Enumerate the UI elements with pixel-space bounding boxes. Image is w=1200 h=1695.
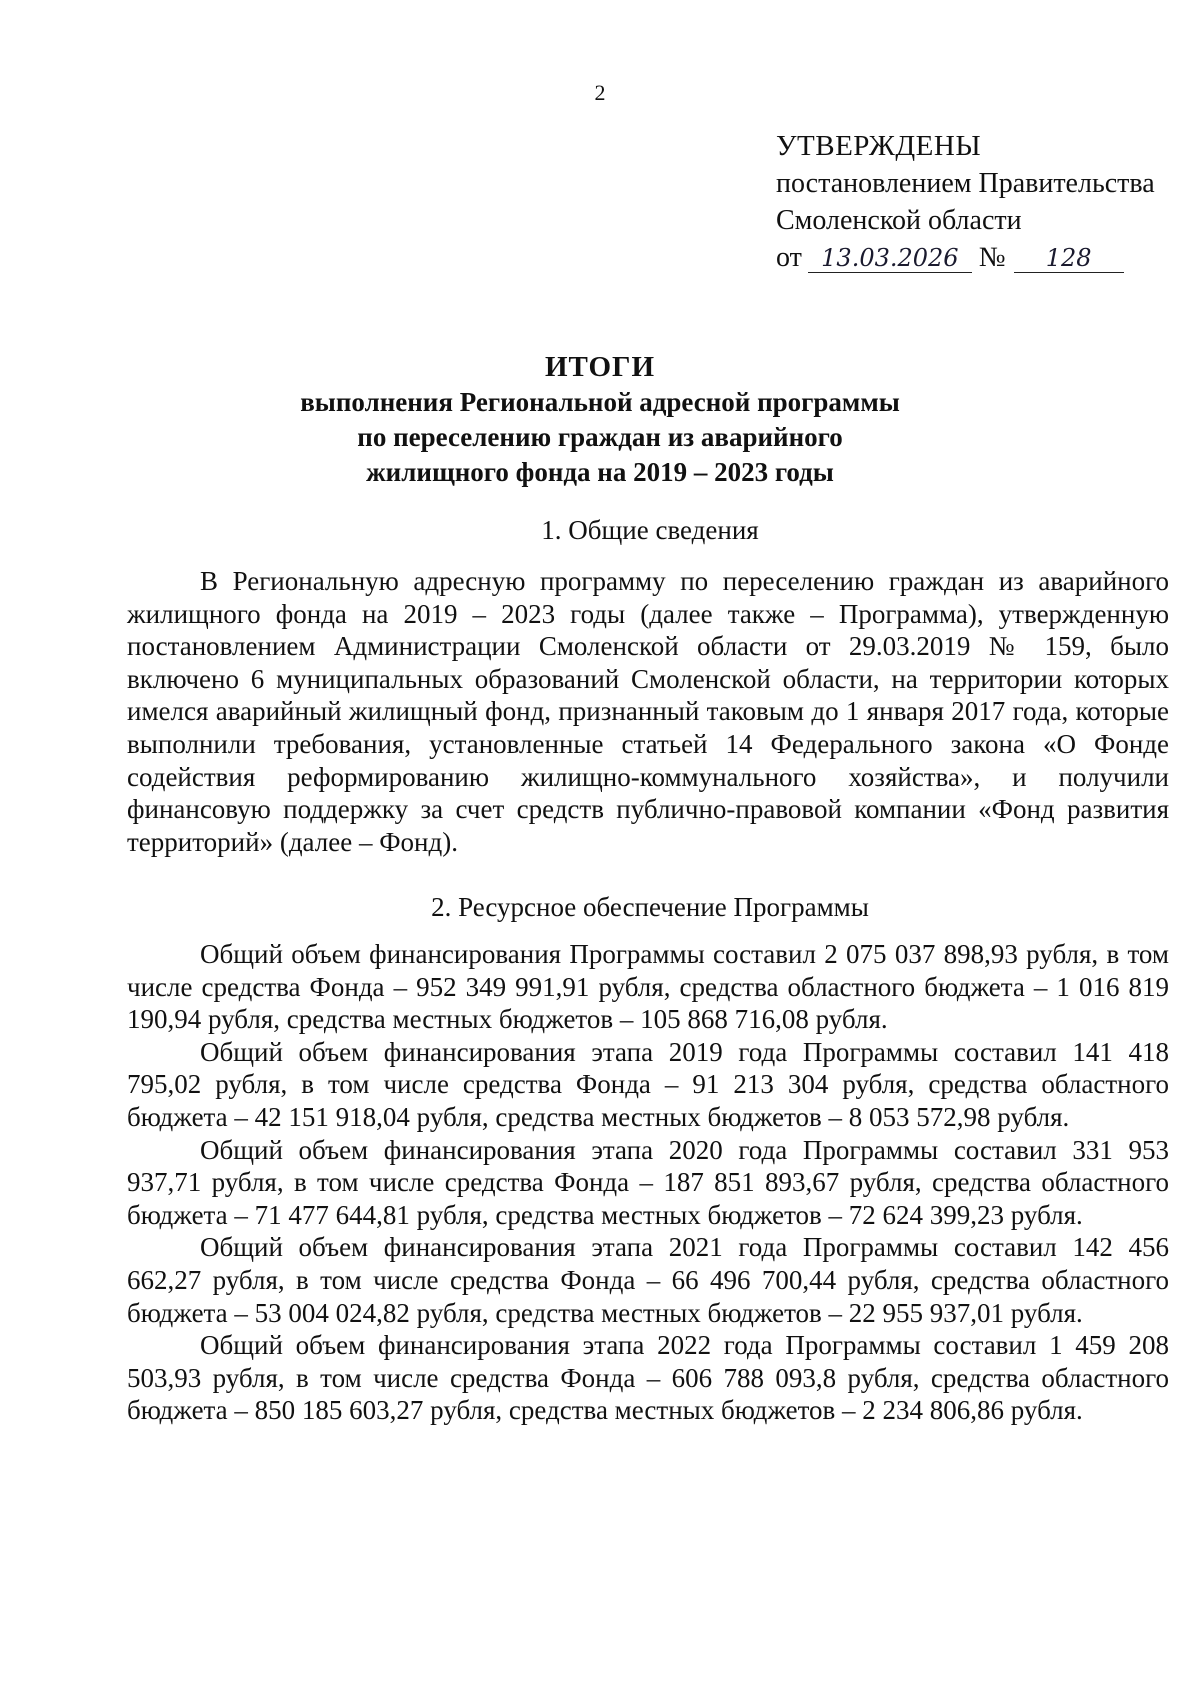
section-2-heading: 2. Ресурсное обеспечение Программы xyxy=(431,892,869,922)
number-prefix: № xyxy=(978,242,1006,273)
document-title xyxy=(0,350,1200,490)
document-title-main: ИТОГИ xyxy=(544,351,656,383)
approval-title: УТВЕРЖДЕНЫ xyxy=(776,130,982,162)
approval-date-line xyxy=(776,239,1155,276)
document-title-line-3: по переселению граждан из аварийного xyxy=(357,422,843,452)
financing-2019-paragraph: Общий объем финансирования этапа 2019 года Программы составил 141 418 795,02 рубля, в том числе средства Фонда – 91 213 304 рубля, средства областного бюджета – 42 151 918,04 рубля, средства местных бюджетов – 8 053 572,98 рубля. xyxy=(127,1036,1169,1132)
approval-line-1: постановлением Правительства xyxy=(776,168,1155,199)
handwritten-number: 128 xyxy=(1014,244,1124,273)
handwritten-date: 13.03.2026 xyxy=(808,244,972,273)
section-1-body xyxy=(127,565,1169,858)
section-1-heading: 1. Общие сведения xyxy=(541,515,759,545)
page-number: 2 xyxy=(594,80,606,105)
document-title-line-2: выполнения Региональной адресной программы xyxy=(300,387,900,417)
document-title-line-4: жилищного фонда на 2019 – 2023 годы xyxy=(366,457,834,487)
financing-2021-paragraph: Общий объем финансирования этапа 2021 года Программы составил 142 456 662,27 рубля, в том числе средства Фонда – 66 496 700,44 рубля, средства областного бюджета – 53 004 024,82 рубля, средства местных бюджетов – 22 955 937,01 рубля. xyxy=(127,1232,1169,1328)
section-2-body xyxy=(127,938,1169,1427)
financing-2022-paragraph: Общий объем финансирования этапа 2022 года Программы составил 1 459 208 503,93 рубля, в том числе средства Фонда – 606 788 093,8 рубля, средства областного бюджета – 850 185 603,27 рубля, средства местных бюджетов – 2 234 806,86 рубля. xyxy=(127,1330,1169,1426)
section-1-paragraph: В Региональную адресную программу по переселению граждан из аварийного жилищного фонда на 2019 – 2023 годы (далее также – Программа), утвержденную постановлением Администрации Смоленской области от 29.03.2019 № 159, было включено 6 муниципальных образований Смоленской области, на территории которых имелся аварийный жилищный фонд, признанный таковым до 1 января 2017 года, которые выполнили требования, установленные статьей 14 Федерального закона «О Фонде содействия реформированию жилищно-коммунального хозяйства», и получили финансовую поддержку за счет средств публично-правовой компании «Фонд развития территорий» (далее – Фонд). xyxy=(127,566,1169,857)
approval-line-2: Смоленской области xyxy=(776,205,1022,236)
approval-block xyxy=(776,128,1155,276)
date-prefix: от xyxy=(776,242,802,273)
financing-total-paragraph: Общий объем финансирования Программы составил 2 075 037 898,93 рубля, в том числе средства Фонда – 952 349 991,91 рубля, средства областного бюджета – 1 016 819 190,94 рубля, средства местных бюджетов – 105 868 716,08 рубля. xyxy=(127,939,1169,1035)
financing-2020-paragraph: Общий объем финансирования этапа 2020 года Программы составил 331 953 937,71 рубля, в том числе средства Фонда – 187 851 893,67 рубля, средства областного бюджета – 71 477 644,81 рубля, средства местных бюджетов – 72 624 399,23 рубля. xyxy=(127,1134,1169,1230)
